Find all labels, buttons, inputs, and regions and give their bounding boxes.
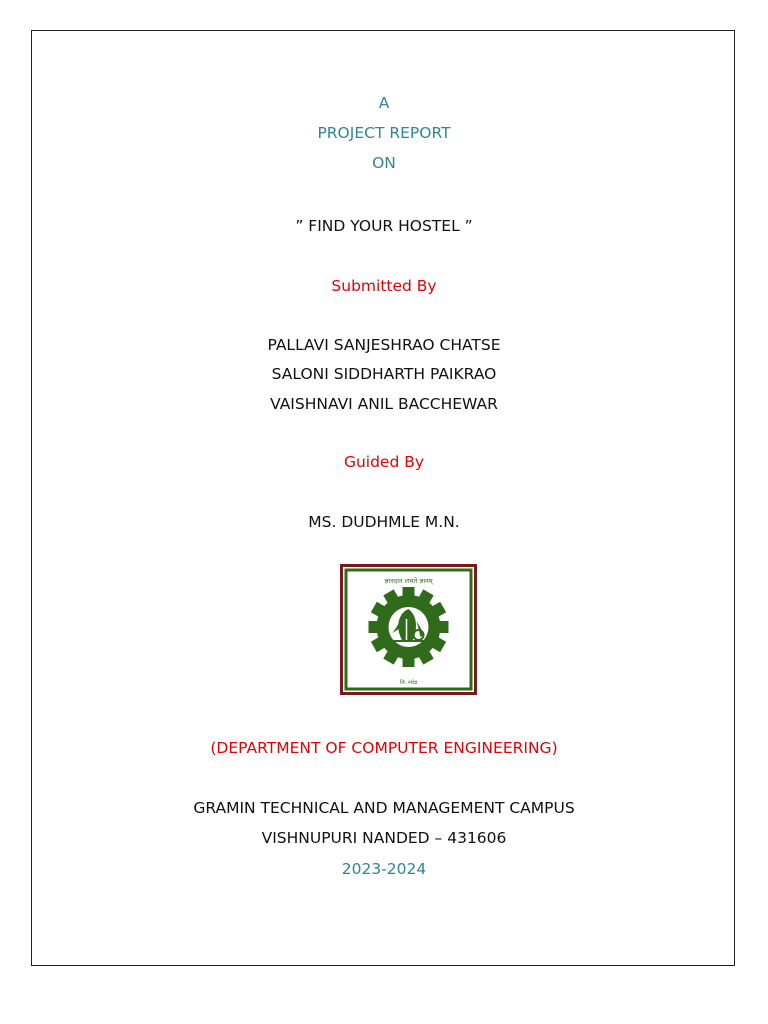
college-address: VISHNUPURI NANDED – 431606 [261, 829, 507, 847]
cover-line-a: A [378, 94, 390, 112]
college-name: GRAMIN TECHNICAL AND MANAGEMENT CAMPUS [193, 799, 575, 817]
guide-name: MS. DUDHMLE M.N. [308, 513, 460, 531]
student-name-3: VAISHNAVI ANIL BACCHEWAR [270, 395, 498, 413]
institution-seal-icon [340, 564, 477, 695]
cover-line-project-report: PROJECT REPORT [317, 124, 451, 142]
submitted-by-label: Submitted By [331, 277, 437, 295]
department-name: (DEPARTMENT OF COMPUTER ENGINEERING) [210, 739, 558, 757]
academic-year: 2023-2024 [341, 860, 427, 878]
seal-motto-text: ज्ञानदान लभते ज्ञानम् [384, 577, 433, 585]
student-name-2: SALONI SIDDHARTH PAIKRAO [271, 365, 497, 383]
seal-bottom-text: जि. नांदेड [399, 680, 418, 686]
project-title: ” FIND YOUR HOSTEL ” [295, 217, 473, 235]
student-name-1: PALLAVI SANJESHRAO CHATSE [267, 336, 501, 354]
guided-by-label: Guided By [343, 453, 425, 471]
cover-line-on: ON [372, 154, 396, 172]
